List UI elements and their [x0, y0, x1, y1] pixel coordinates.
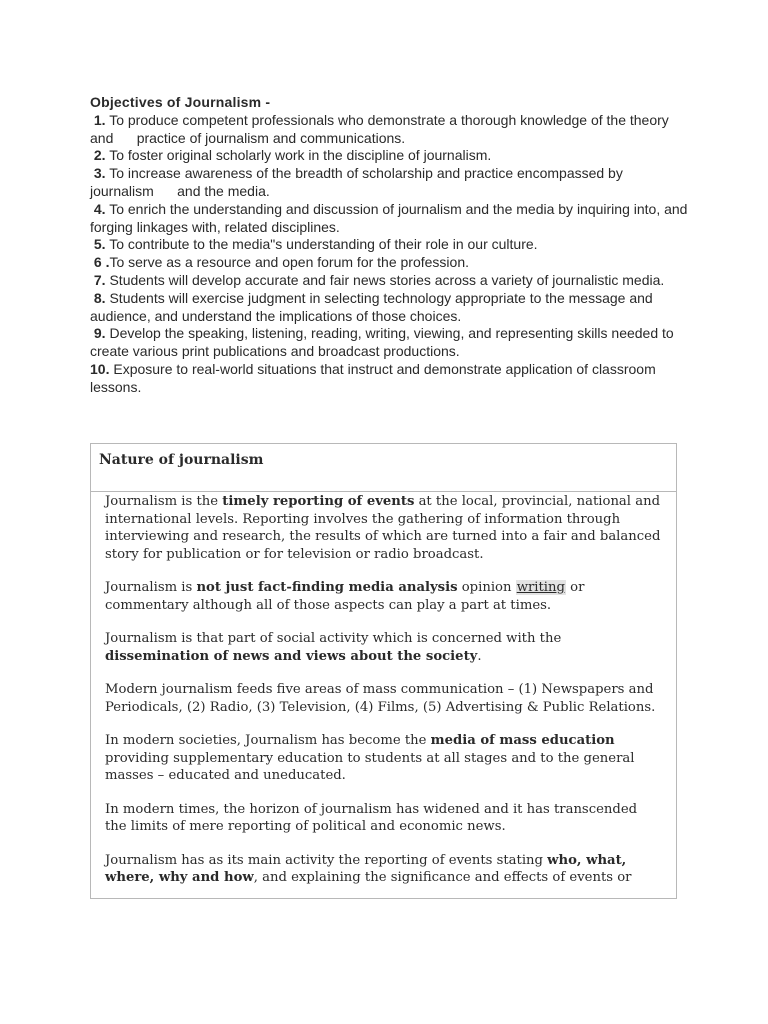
- bold-text: who, what, where, why and how: [105, 852, 627, 885]
- objective-text: Students will develop accurate and fair news stories across a variety of journalistic media.: [105, 271, 665, 288]
- nature-paragraph: [105, 630, 662, 665]
- text-run: , and explaining the significance and effects of events or: [253, 870, 632, 885]
- text-run: Journalism is the: [105, 494, 223, 509]
- nature-paragraph: [105, 732, 662, 785]
- objective-item: [90, 290, 690, 326]
- text-run: Journalism is: [105, 580, 197, 595]
- nature-paragraph: [105, 493, 662, 563]
- text-run: In modern societies, Journalism has become the: [105, 733, 431, 748]
- writing-link[interactable]: writing: [516, 580, 565, 595]
- objective-item: [90, 112, 690, 148]
- objective-item: [90, 200, 711, 237]
- objective-number: 4.: [93, 200, 106, 217]
- text-run: or commentary although all of those aspects can play a part at times.: [105, 580, 585, 613]
- nature-paragraph: [105, 579, 662, 614]
- objectives-section: [90, 94, 711, 397]
- objective-text: To produce competent professionals who demonstrate a thorough knowledge of the theory and practice of journalism and communications.: [90, 111, 673, 146]
- objective-text: To serve as a resource and open forum for the profession.: [109, 254, 469, 271]
- objective-item: [90, 147, 690, 165]
- objective-text: To contribute to the media"s understanding of their role in our culture.: [105, 236, 538, 253]
- objective-item: [90, 236, 690, 254]
- objectives-heading: Objectives of Journalism -: [90, 94, 271, 110]
- nature-of-journalism-table: [90, 443, 677, 899]
- objective-item: [90, 165, 690, 201]
- objective-text: Students will exercise judgment in selecting technology appropriate to the message and audience, and understand the implications of those choices.: [90, 289, 677, 324]
- nature-body: [91, 493, 676, 887]
- objective-number: 6 .: [93, 254, 110, 271]
- objective-number: 9.: [93, 325, 106, 342]
- nature-paragraph: In modern times, the horizon of journalism has widened and it has transcended the limits of mere reporting of political and economic news.: [105, 801, 638, 834]
- objective-number: 8.: [93, 289, 106, 306]
- objective-number: 10.: [90, 360, 110, 377]
- nature-title: Nature of journalism: [91, 444, 676, 492]
- objective-number: 7.: [93, 271, 106, 288]
- nature-paragraph: [105, 852, 662, 887]
- text-run: Journalism is that part of social activity which is concerned with the: [105, 631, 562, 646]
- objective-text: To enrich the understanding and discussion of journalism and the media by inquiring into, and forging linkages with, related disciplines.: [90, 200, 711, 235]
- bold-text: dissemination of news and views about the society: [105, 648, 478, 664]
- objective-text: To foster original scholarly work in the discipline of journalism.: [105, 147, 492, 164]
- objective-number: 5.: [93, 236, 106, 253]
- objective-text: To increase awareness of the breadth of scholarship and practice encompassed by journalism and the media.: [90, 165, 627, 199]
- objective-item: [90, 361, 690, 397]
- objective-number: 3.: [93, 165, 106, 182]
- objective-item: [90, 272, 690, 290]
- objective-text: Exposure to real-world situations that instruct and demonstrate application of classroom lessons.: [90, 360, 687, 395]
- nature-paragraph: Modern journalism feeds five areas of mass communication – (1) Newspapers and Periodicals, (2) Radio, (3) Television, (4) Films, (5) Advertising & Public Relations.: [105, 682, 656, 715]
- text-run: .: [477, 648, 482, 664]
- text-run: opinion: [457, 580, 516, 595]
- text-run: providing supplementary education to students at all stages and to the general masses – educated and uneducated.: [105, 750, 635, 783]
- text-run: Journalism has as its main activity the reporting of events stating: [105, 852, 548, 868]
- bold-text: not just fact-finding media analysis: [196, 580, 458, 595]
- objective-number: 2.: [93, 147, 106, 164]
- objective-item: [90, 325, 698, 361]
- text-run: at the local, provincial, national and international levels. Reporting involves the gathering of information through interviewing and research, the results of which are turned into a fair and balanced story for publication or for television or radio broadcast.: [105, 494, 661, 562]
- objective-number: 1.: [93, 111, 106, 128]
- bold-text: timely reporting of events: [222, 494, 415, 509]
- objective-text: Develop the speaking, listening, reading, writing, viewing, and representing skills needed to create various print publications and broadcast productions.: [90, 325, 698, 360]
- objective-item: [90, 254, 690, 272]
- bold-text: media of mass education: [430, 733, 615, 748]
